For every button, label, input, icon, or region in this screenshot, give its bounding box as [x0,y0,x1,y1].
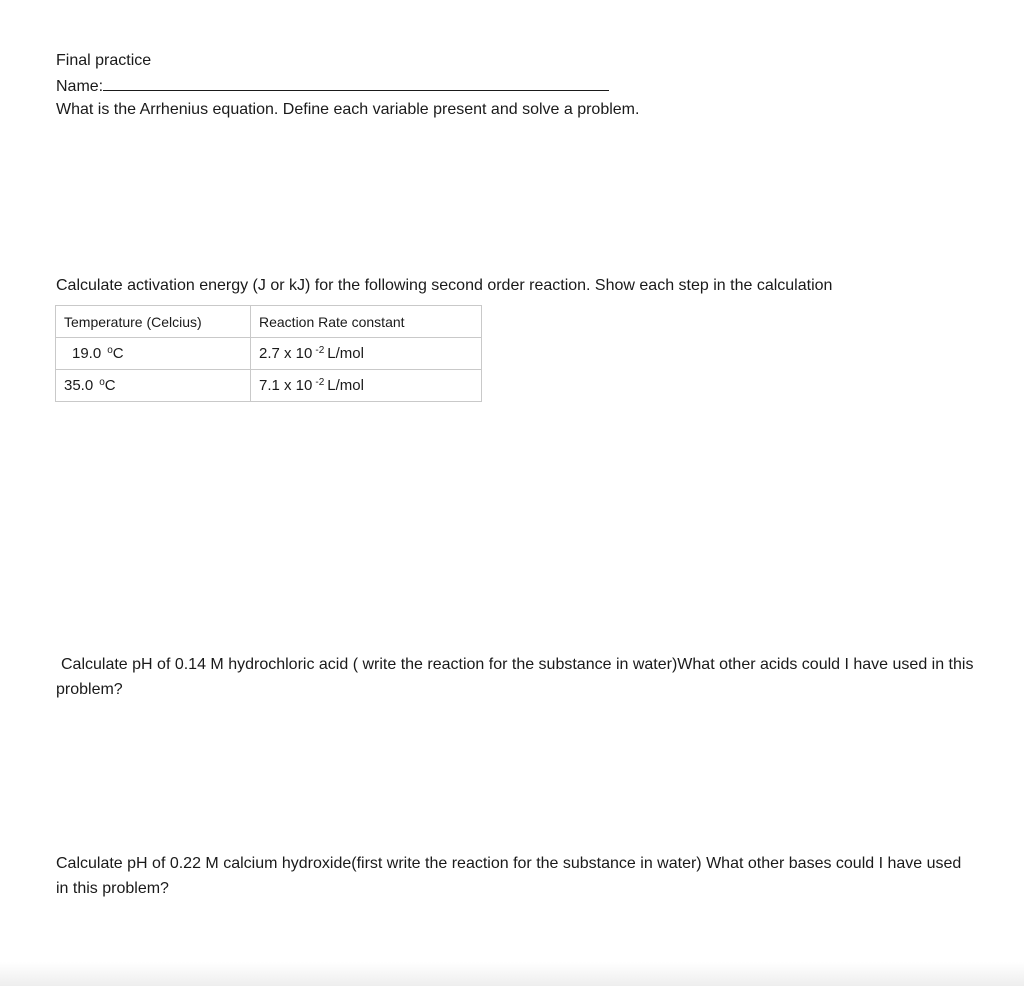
rate-mantissa: 7.1 x 10 [259,377,313,394]
rate-unit: L/mol [327,377,364,394]
name-field-row [56,75,609,98]
name-label: Name: [56,78,104,95]
degree-symbol: o [99,377,105,388]
table-row [56,370,482,402]
temperature-value: 19.0 [72,345,102,362]
temperature-unit: C [112,345,124,362]
table-header-rate-constant: Reaction Rate constant [251,306,482,338]
rate-unit: L/mol [327,345,364,362]
table-header-row [56,306,482,338]
table-header-temperature: Temperature (Celcius) [56,306,251,338]
document-title: Final practice [56,52,152,69]
page-bottom-shadow [0,962,1024,986]
temperature-value: 35.0 [64,377,94,394]
degree-symbol: o [107,345,113,356]
question-3: Calculate pH of 0.14 M hydrochloric acid ( write the reaction for the substance in water)What other acids could I have used in this problem? [56,656,974,698]
temperature-unit: C [104,377,116,394]
table-row [56,338,482,370]
temperature-cell [56,370,251,402]
rate-exponent: -2 [315,345,325,356]
rate-constant-table [55,305,482,402]
question-2: Calculate activation energy (J or kJ) for the following second order reaction. Show each step in the calculation [56,277,833,294]
question-1: What is the Arrhenius equation. Define each variable present and solve a problem. [56,101,640,118]
rate-constant-cell [251,370,482,402]
question-4: Calculate pH of 0.22 M calcium hydroxide(first write the reaction for the substance in water) What other bases could I have used in this problem? [56,855,962,897]
rate-mantissa: 2.7 x 10 [259,345,313,362]
name-blank-line [103,75,609,91]
temperature-cell [56,338,251,370]
rate-exponent: -2 [315,377,325,388]
rate-constant-cell [251,338,482,370]
